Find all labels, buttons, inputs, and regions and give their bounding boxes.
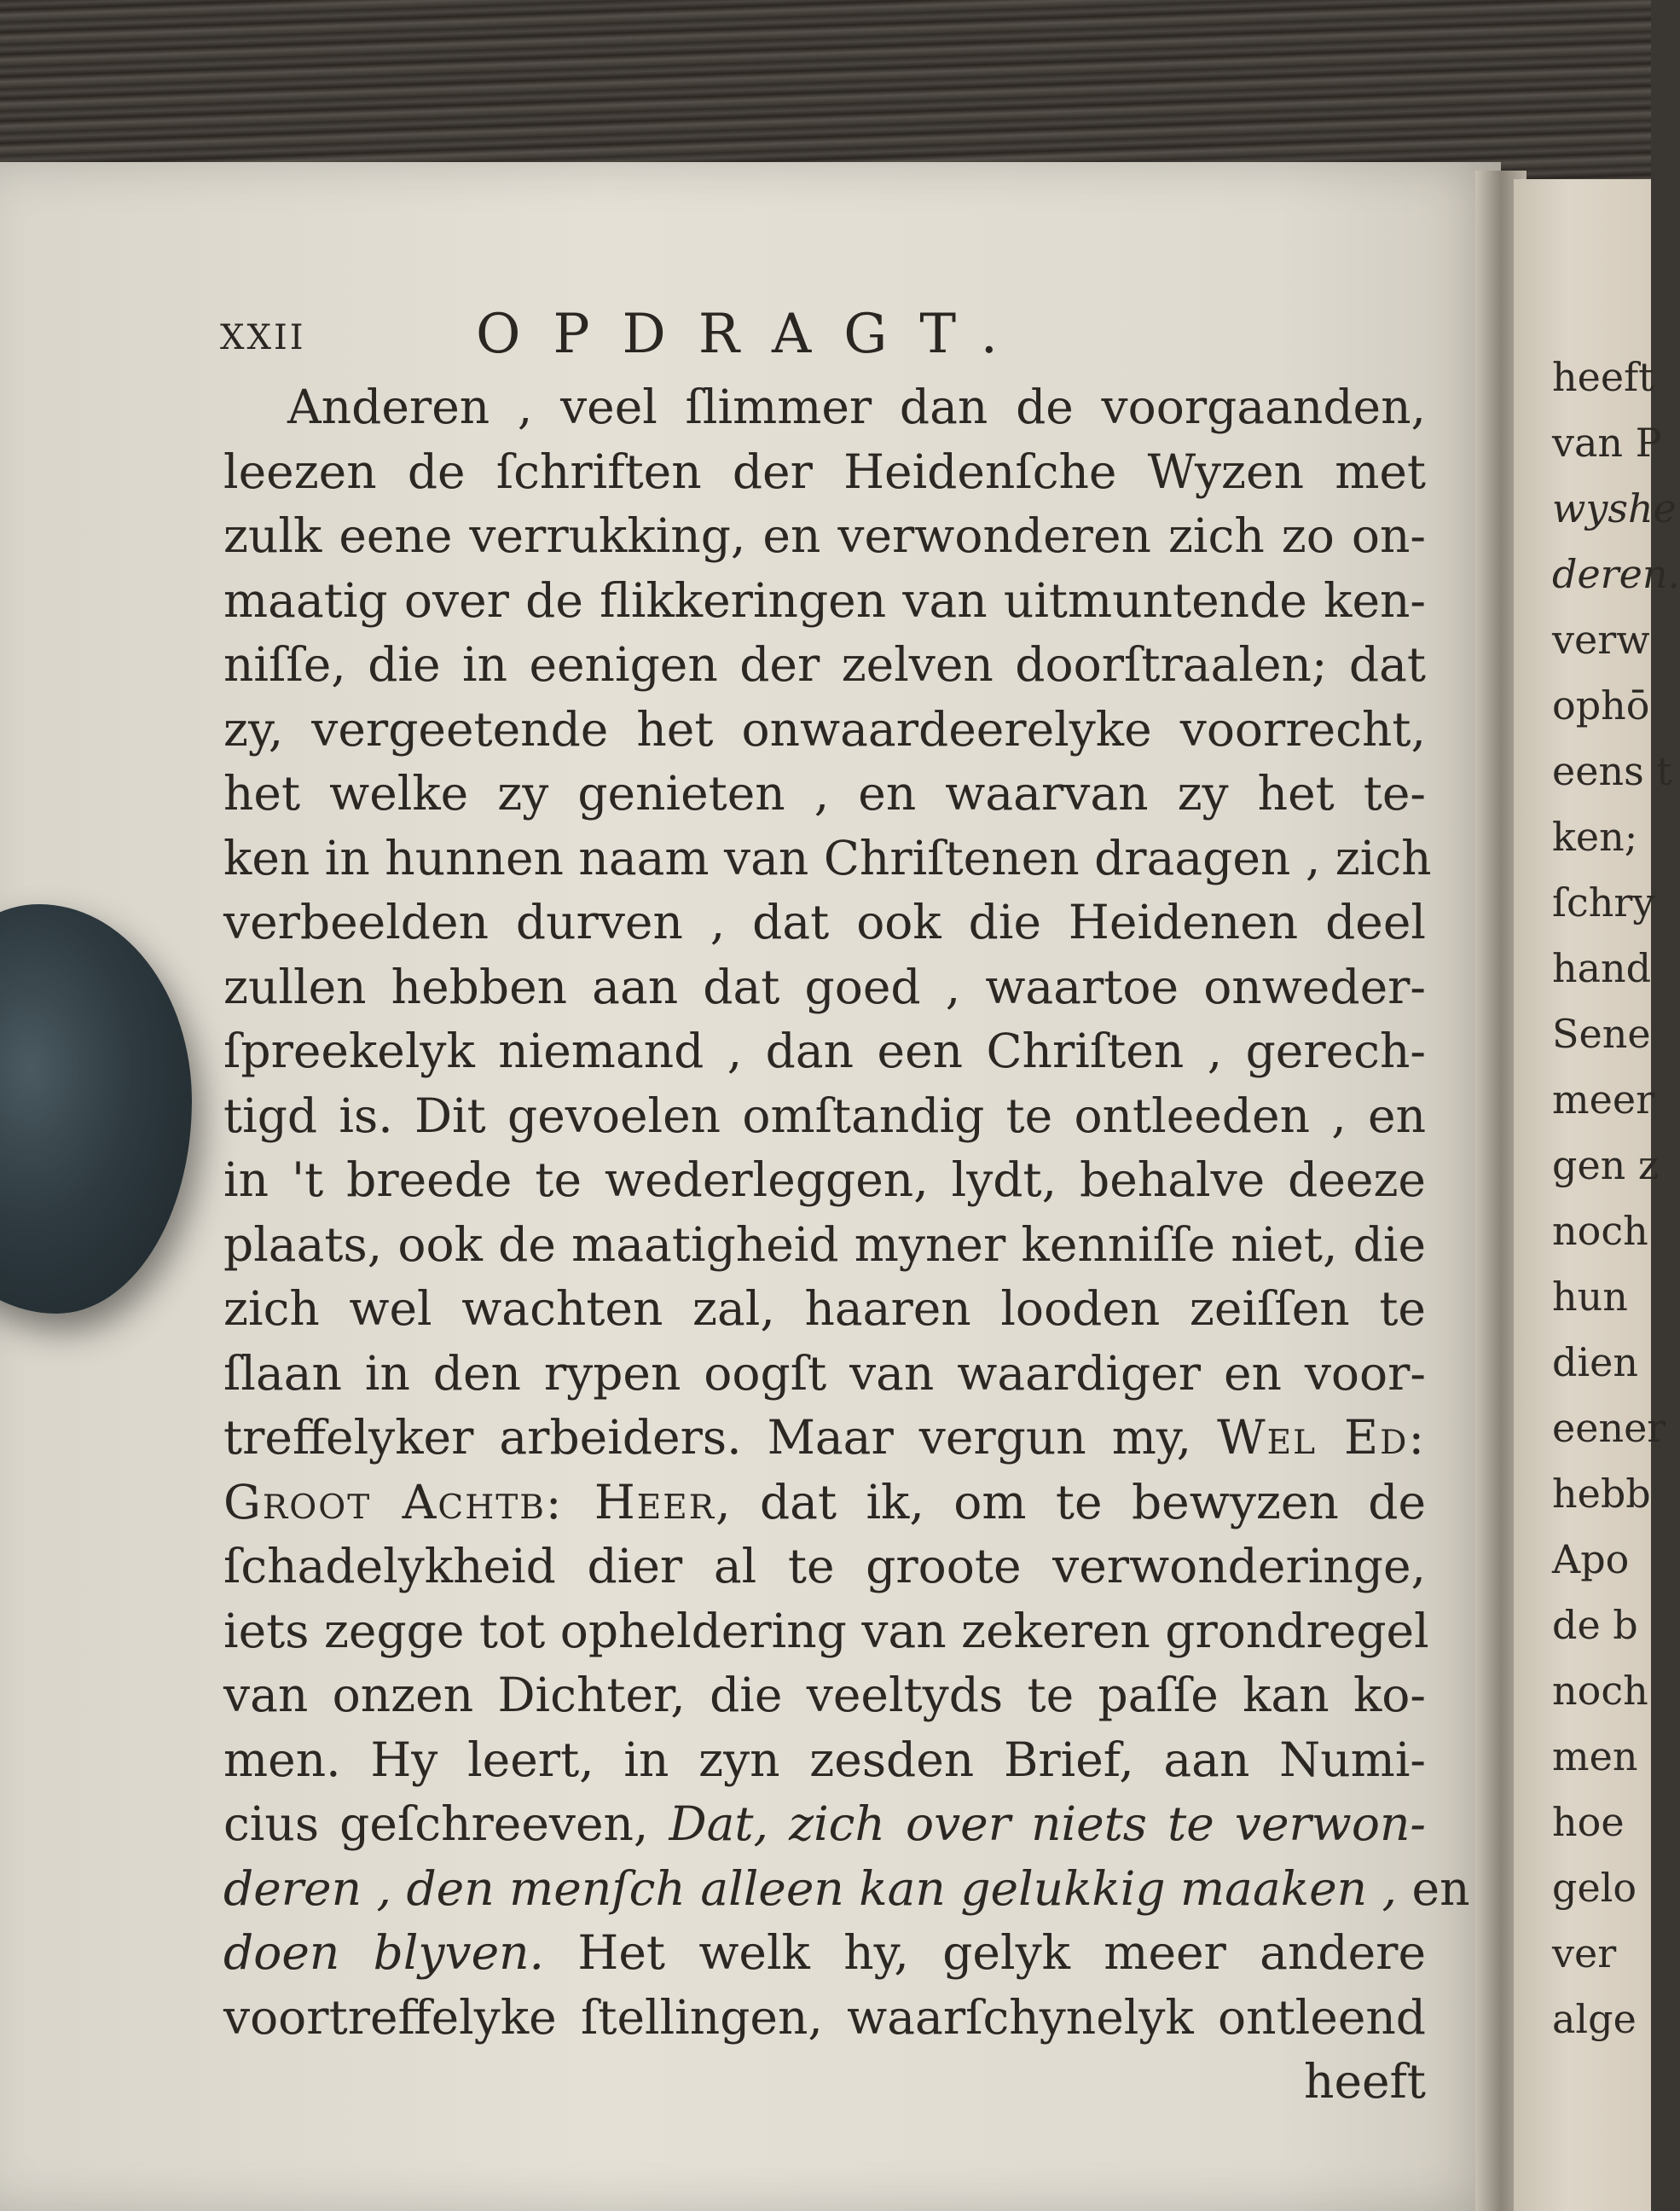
running-head: OPDRAGT. (476, 303, 1030, 366)
right-page-fragment: de b (1552, 1602, 1638, 1648)
text-line: zulk eene verrukking, en verwonderen zich zo on- (223, 508, 1426, 563)
text-segment: , dat ik, om te bewyzen de (715, 1474, 1426, 1529)
right-page-fragment: gelo (1552, 1865, 1637, 1911)
right-page-fragment: eener (1552, 1405, 1666, 1451)
right-page-fragment: heeft (1552, 354, 1654, 400)
right-page-fragment: wyshe (1552, 485, 1677, 531)
text-line (223, 1406, 1426, 1471)
text-line: het welke zy genieten , en waarvan zy het te- (223, 766, 1426, 821)
body-text (223, 375, 1470, 2115)
text-line: niſſe, die in eenigen der zelven doorſtraalen; dat (223, 637, 1426, 692)
right-page-fragment: gen z (1552, 1142, 1660, 1188)
right-page-fragment: Sene (1552, 1011, 1651, 1057)
text-line: plaats, ook de maatigheid myner kenniſſe niet, die (223, 1216, 1426, 1272)
right-page-fragment: hebb (1552, 1471, 1651, 1517)
text-line: iets zegge tot opheldering van zekeren grondregel (223, 1603, 1429, 1658)
text-line (223, 1857, 1470, 1922)
text-line: verbeelden durven , dat ook die Heidenen deel (223, 895, 1426, 949)
right-page-fragment: noch (1552, 1668, 1648, 1714)
text-line: van onzen Dichter, die veeltyds te paſſe kan ko- (223, 1668, 1426, 1722)
right-page-fragment: men (1552, 1733, 1638, 1779)
quotation: doen blyven. (223, 1925, 545, 1980)
page-header (220, 303, 1431, 366)
right-page-fragment: hoe (1552, 1799, 1625, 1845)
quotation: deren , den menſch alleen kan gelukkig maaken , (223, 1860, 1398, 1916)
text-line: ken in hunnen naam van Chriſtenen draagen , zich (223, 830, 1432, 885)
right-page-fragment: hun (1552, 1274, 1628, 1320)
right-page-fragment: meer (1552, 1076, 1655, 1123)
salutation: Wel Ed: (1217, 1410, 1426, 1465)
text-line: ſchadelykheid dier al te groote verwonderinge, (223, 1539, 1426, 1593)
text-line: leezen de ſchriften der Heidenſche Wyzen met (223, 444, 1426, 499)
right-page-fragment: Apo (1552, 1536, 1630, 1582)
right-page-fragment: dien (1552, 1339, 1639, 1385)
right-page-fragment: ſchry (1552, 879, 1655, 926)
right-page-fragment: ken; (1552, 814, 1638, 860)
right-page-fragment: verw (1552, 617, 1650, 663)
right-page-fragment: noch (1552, 1208, 1648, 1254)
text-line: ſlaan in den rypen oogſt van waardiger en voor- (223, 1345, 1426, 1401)
right-page-fragment: van P (1552, 420, 1662, 466)
text-segment: cius geſchreeven, (223, 1796, 649, 1851)
text-line: zy, vergeetende het onwaardeerelyke voorrecht, (223, 701, 1426, 757)
quotation: Dat, zich over niets te verwon- (669, 1796, 1426, 1851)
text-line: tigd is. Dit gevoelen omſtandig te ontleeden , en (223, 1088, 1426, 1143)
text-line: maatig over de flikkeringen van uitmuntende ken- (223, 572, 1426, 628)
salutation: Groot Achtb: Heer (223, 1474, 716, 1529)
text-line (223, 1471, 1426, 1535)
text-line: Anderen , veel ſlimmer dan de voorgaanden, (287, 380, 1426, 434)
right-page-fragment: alge (1552, 1996, 1637, 2042)
right-page-fragment: ver (1552, 1930, 1617, 1976)
right-page-fragment: deren. (1552, 551, 1680, 597)
text-line: zullen hebben aan dat goed , waartoe onweder- (223, 959, 1426, 1014)
right-page-fragment: eens t (1552, 748, 1672, 794)
text-line: in 't breede te wederleggen, lydt, behalve deeze (223, 1152, 1426, 1207)
text-line: ſpreekelyk niemand , dan een Chriſten , gerech- (223, 1024, 1426, 1078)
text-line: men. Hy leert, in zyn zesden Brief, aan Numi- (223, 1732, 1426, 1787)
text-line (223, 1921, 1426, 1986)
text-segment: Het welk hy, gelyk meer andere (577, 1925, 1426, 1980)
text-segment: treffelyker arbeiders. Maar vergun my, (223, 1410, 1192, 1465)
text-line (223, 1792, 1426, 1857)
right-page-fragment: ophō (1552, 682, 1650, 728)
catchword: heeft (1304, 2054, 1426, 2109)
text-line: voortreffelyke ſtellingen, waarſchynelyk ontleend (223, 1989, 1426, 2045)
text-line: zich wel wachten zal, haaren looden zeiſſen te (223, 1281, 1426, 1336)
right-page-fragment: hand (1552, 945, 1652, 991)
page-number: XXII (220, 318, 306, 357)
text-segment: en (1411, 1860, 1470, 1916)
